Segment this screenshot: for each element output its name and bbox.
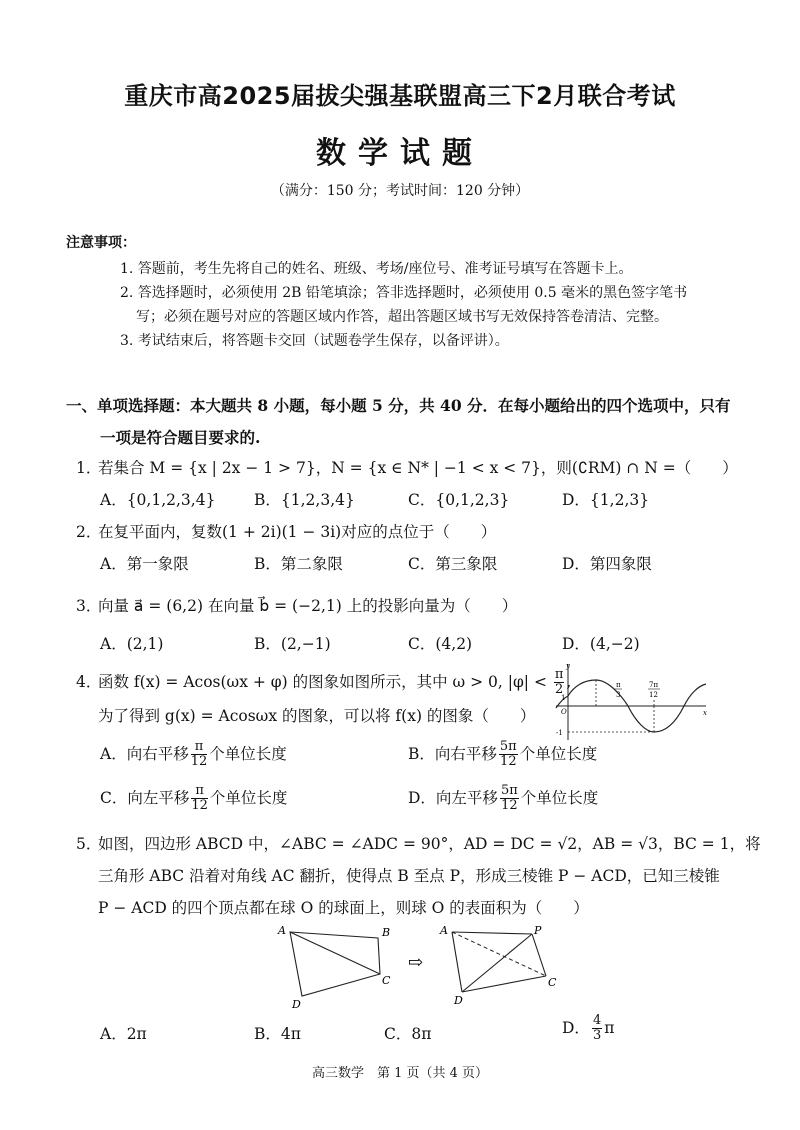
question-stem: 如图，四边形 ABCD 中，∠ABC = ∠ADC = 90°，AD = DC = √2，AB = √3，BC = 1，将 <box>98 835 761 853</box>
question-number: 3． <box>76 597 102 615</box>
option-b: B．(2,−1) <box>254 635 331 653</box>
hidden-edge <box>452 932 546 976</box>
tick-label: 1 <box>561 694 566 702</box>
option-d: D． $\frac{4}{3}$ π <box>562 1013 615 1044</box>
option-b: B．4π <box>254 1025 301 1043</box>
question-stem: 向量 a⃗ = (6,2) 在向量 b⃗ = (−2,1) 上的投影向量为（ ） <box>98 597 518 615</box>
option-c: C．(4,2) <box>408 635 473 653</box>
option-a: A．第一象限 <box>100 555 189 573</box>
vertex-label: C <box>548 976 557 989</box>
option-d: D．{1,2,3} <box>562 491 650 509</box>
exam-info: （满分：150 分；考试时间：120 分钟） <box>270 183 530 199</box>
quadrilateral-figure <box>270 920 570 1012</box>
question-2 <box>76 520 496 542</box>
quadrilateral-abcd <box>290 932 380 996</box>
question-number: 2． <box>76 523 102 541</box>
exam-title: 重庆市高2025届拔尖强基联盟高三下2月联合考试 <box>124 82 676 110</box>
option-a: A．2π <box>100 1025 147 1043</box>
question-stem: 函数 f(x) = Acos(ωx + φ) 的图象如图所示，其中 ω > 0, |φ| < <box>98 672 547 691</box>
question-stem: 若集合 M = {x | 2x − 1 > 7}，N = {x ∈ N* | −1 < x < 7}，则(∁RM) ∩ N =（ ） <box>98 459 738 477</box>
vertex-label: D <box>292 998 301 1011</box>
option-c: C．向左平移 $\frac{\pi}{12}$ 个单位长度 <box>100 783 288 814</box>
option-c: C．第三象限 <box>408 555 498 573</box>
question-number: 4． <box>76 672 102 691</box>
note-item-continued: 写；必须在题号对应的答题区域内作答，超出答题区域书写无效保持答卷清洁、完整。 <box>136 309 668 325</box>
option-d: D．向左平移 $\frac{5\pi}{12}$ 个单位长度 <box>408 783 599 814</box>
question-4-continued: 为了得到 g(x) = Acosωx 的图象，可以将 f(x) 的图象（ ） <box>98 707 536 725</box>
option-d: D．(4,−2) <box>562 635 640 653</box>
x-label: x <box>703 709 707 717</box>
tick-label: 12 <box>649 691 658 699</box>
y-label: y <box>566 662 570 670</box>
notes-heading: 注意事项： <box>66 235 136 251</box>
subject-title: 数学试题 <box>316 136 484 171</box>
note-item: 3. 考试结束后，将答题卡交回（试题卷学生保存，以备评讲）。 <box>120 333 509 349</box>
question-5-continued: P − ACD 的四个顶点都在球 O 的球面上，则球 O 的表面积为（ ） <box>98 899 589 917</box>
note-item: 2. 答选择题时，必须使用 2B 铅笔填涂；答非选择题时，必须使用 0.5 毫米的黑色签字笔书 <box>120 285 688 301</box>
tick-label: π <box>616 681 621 689</box>
option-c: C．{0,1,2,3} <box>408 491 510 509</box>
tick-label: 3 <box>616 691 621 699</box>
vertex-label: A <box>440 924 448 937</box>
origin-label: O <box>561 708 567 716</box>
fraction: $\frac{\pi}{2}$ <box>554 667 564 698</box>
vertex-label: B <box>382 926 391 939</box>
note-item: 1. 答题前，考生先将自己的姓名、班级、考场/座位号、准考证号填写在答题卡上。 <box>120 261 633 277</box>
tick-label: 7π <box>649 681 659 689</box>
cosine-curve <box>628 684 706 732</box>
option-a: A．向右平移 $\frac{\pi}{12}$ 个单位长度 <box>100 739 287 770</box>
section-heading-continued: 一项是符合题目要求的. <box>100 428 261 447</box>
cosine-graph <box>552 660 712 742</box>
option-c: C．8π <box>384 1025 432 1043</box>
vertex-label: C <box>382 974 391 987</box>
vertex-label: D <box>454 994 463 1007</box>
question-3 <box>76 594 517 616</box>
question-5 <box>76 832 761 854</box>
question-5-continued: 三角形 ABC 沿着对角线 AC 翻折，使得点 B 至点 P，形成三棱锥 P − ACD，已知三棱锥 <box>98 867 720 885</box>
section-heading: 一、单项选择题：本大题共 8 小题，每小题 5 分，共 40 分．在每小题给出的四个选项中，只有 <box>66 396 731 415</box>
vertex-label: A <box>278 924 286 937</box>
option-b: B．向右平移 $\frac{5\pi}{12}$ 个单位长度 <box>408 739 598 770</box>
diagonal-ac <box>290 932 380 974</box>
option-d: D．第四象限 <box>562 555 652 573</box>
tick-label: -1 <box>556 729 563 737</box>
question-1 <box>76 456 738 478</box>
question-stem: 在复平面内，复数(1 + 2i)(1 − 3i)对应的点位于（ ） <box>98 523 497 541</box>
option-a: A．(2,1) <box>100 635 164 653</box>
option-a: A．{0,1,2,3,4} <box>100 491 216 509</box>
question-4: 4．函数 f(x) = Acos(ωx + φ) 的图象如图所示，其中 ω > 0, |φ| < $\frac{\pi}{2}$ , <box>76 667 572 698</box>
page-footer: 高三数学 第 1 页（共 4 页） <box>311 1066 489 1081</box>
arrow-icon: ⇨ <box>408 952 424 973</box>
question-number: 1． <box>76 459 102 477</box>
vertex-label: P <box>534 924 542 937</box>
option-b: B．{1,2,3,4} <box>254 491 355 509</box>
question-number: 5． <box>76 835 102 853</box>
option-b: B．第二象限 <box>254 555 343 573</box>
